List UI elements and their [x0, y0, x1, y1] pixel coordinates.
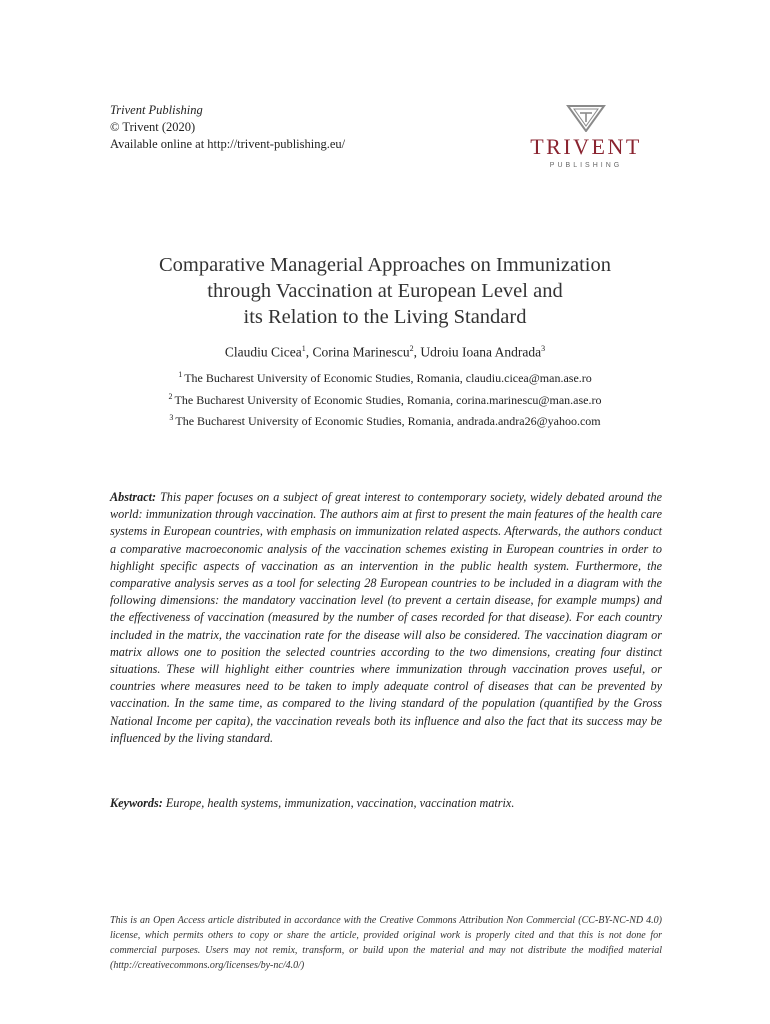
copyright-line: © Trivent (2020): [110, 120, 196, 134]
paper-title: [100, 252, 670, 330]
affiliation-list: [100, 366, 670, 431]
affiliation-mark: 1: [178, 370, 183, 379]
keywords: [110, 796, 662, 811]
trivent-logo: [512, 104, 660, 180]
title-line: its Relation to the Living Standard: [243, 306, 527, 328]
abstract: [110, 489, 662, 747]
affiliation-text: The Bucharest University of Economic Studies, Romania, claudiu.cicea@man.ase.ro: [184, 371, 592, 385]
keywords-label: Keywords:: [110, 796, 163, 810]
logo-wordmark: TRIVENT: [530, 134, 642, 159]
publisher-name: Trivent Publishing: [110, 103, 203, 117]
publisher-info: [110, 102, 345, 153]
affiliation-mark: 2: [168, 391, 173, 401]
author-name: Corina Marinescu: [312, 344, 410, 360]
affiliation-item: [100, 409, 670, 431]
affiliation-item: [100, 366, 670, 388]
author-list: [100, 344, 670, 361]
affiliation-mark: 3: [169, 413, 174, 422]
availability-line: Available online at http://trivent-publishing.eu/: [110, 137, 346, 151]
title-line: Comparative Managerial Approaches on Immunization: [158, 254, 611, 276]
triangle-t-logo-icon: [566, 104, 606, 132]
author-name: Udroiu Ioana Andrada: [420, 344, 542, 360]
author-separator: ,: [305, 344, 313, 360]
author-mark: 3: [541, 344, 546, 353]
author-mark: 2: [409, 344, 414, 353]
author-separator: ,: [413, 344, 421, 360]
affiliation-item: [100, 388, 670, 410]
logo-subtitle: PUBLISHING: [549, 162, 623, 169]
keywords-text: Europe, health systems, immunization, vaccination, vaccination matrix.: [165, 796, 515, 810]
author-mark: 1: [301, 344, 306, 353]
license-notice: This is an Open Access article distributed in accordance with the Creative Commons Attribution Non Commercial (CC-BY-NC-ND 4.0) license, which permits others to copy or share the article, provided original work is properly cited and that this is not done for commercial purposes. Users may not remix, transform, or build upon the material and may not distribute the modified material (http://creativecommons.org/licenses/by-nc/4.0/): [110, 915, 662, 971]
abstract-text: This paper focuses on a subject of great interest to contemporary society, widely debated around the world: immunization through vaccination. The authors aim at first to present the main features of the health care systems in European countries, with emphasis on immunization related aspects. Afterwards, the authors conduct a comparative macroeconomic analysis of the vaccination schemes existing in European countries in order to highlight specific aspects of vaccination as an intervention in the public health system. Furthermore, the comparative analysis serves as a tool for selecting 28 European countries to be included in a diagram with the following dimensions: the mandatory vaccination level (to prevent a certain disease, for example mumps) and the effectiveness of vaccination (measured by the number of cases recorded for that disease). For each country included in the matrix, the vaccination rate for the disease will also be considered. The vaccination diagram or matrix allows one to position the selected countries according to the two dimensions, creating four distinct situations. These will highlight either countries where immunization through vaccination proves useful, or countries where measures need to be taken to imply adequate control of diseases that can be prevented by vaccination. In the same time, as compared to the living standard of the population (quantified by the Gross National Income per capita), the vaccination reveals both its influence and also the fact that its success may be influenced by the living standard.: [110, 490, 663, 745]
affiliation-text: The Bucharest University of Economic Studies, Romania, andrada.andra26@yahoo.com: [175, 414, 601, 428]
abstract-label: Abstract:: [110, 490, 157, 504]
author-name: Claudiu Cicea: [224, 344, 302, 360]
title-line: through Vaccination at European Level and: [207, 280, 563, 302]
affiliation-text: The Bucharest University of Economic Studies, Romania, corina.marinescu@man.ase.ro: [174, 392, 602, 407]
